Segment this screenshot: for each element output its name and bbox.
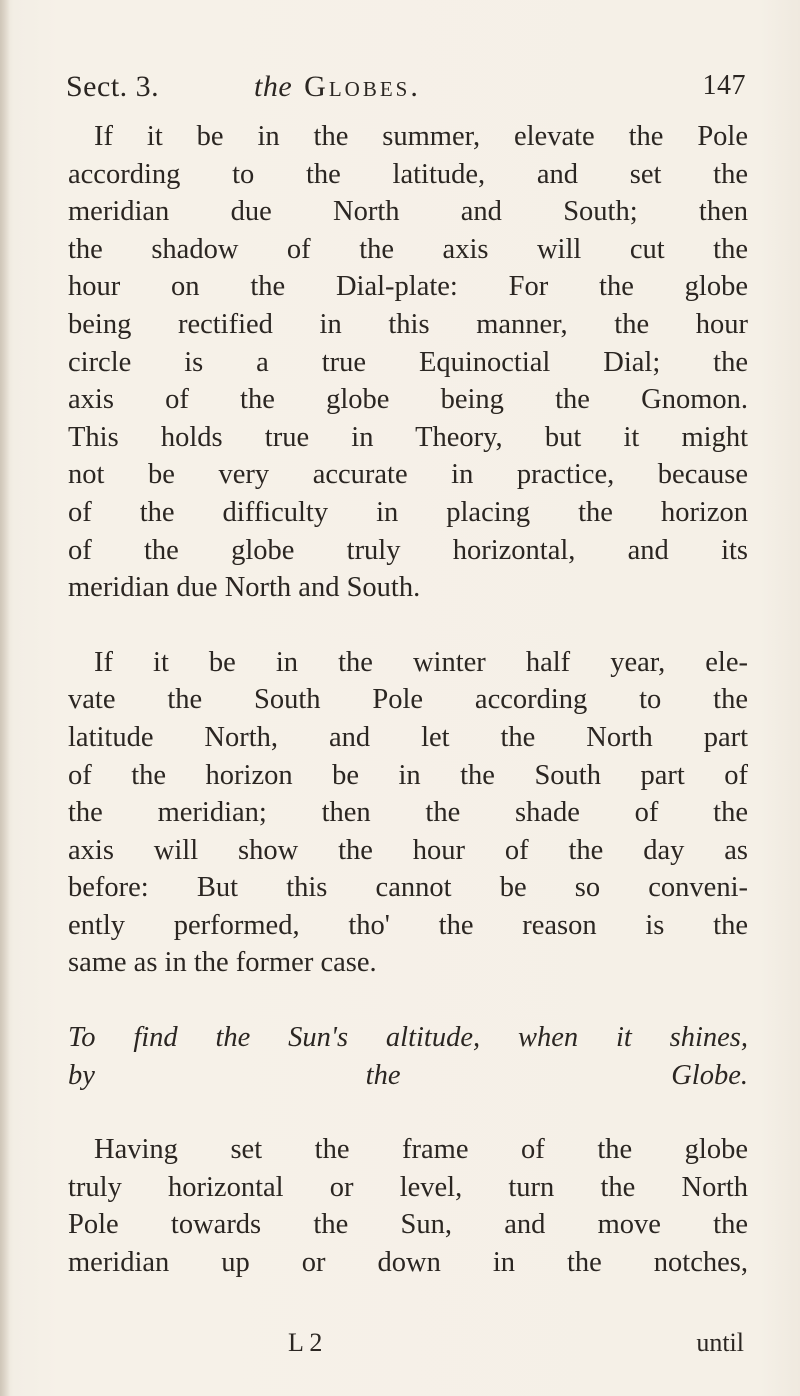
running-title-article: the [254, 70, 293, 103]
text-line: axis of the globe being the Gnomon. [68, 384, 748, 416]
running-title-word: Globes. [304, 70, 421, 103]
text-line: of the horizon be in the South part of [68, 759, 748, 791]
text-line: the shadow of the axis will cut the [68, 233, 748, 265]
text-line: meridian up or down in the notches, [68, 1247, 748, 1279]
signature-mark: L 2 [288, 1328, 323, 1357]
text-line: meridian due North and South. [68, 572, 421, 604]
paragraph-gap [68, 607, 748, 644]
page-number: 147 [702, 70, 746, 101]
text-line: This holds true in Theory, but it might [68, 421, 748, 453]
text-line: meridian due North and South; then [68, 196, 748, 228]
catchword: until [696, 1328, 744, 1357]
paragraph-gap [68, 982, 748, 1019]
text-line: circle is a true Equinoctial Dial; the [68, 346, 748, 378]
page-body [68, 118, 748, 1282]
text-line: being rectified in this manner, the hour [68, 308, 748, 340]
text-line: same as in the former case. [68, 947, 377, 979]
text-line: truly horizontal or level, turn the North [68, 1171, 748, 1203]
text-line: latitude North, and let the North part [68, 721, 748, 753]
heading-line: by the Globe. [68, 1059, 748, 1091]
text-line: If it be in the winter half year, ele- [94, 646, 748, 678]
running-title [254, 70, 421, 104]
section-label: Sect. 3. [66, 70, 160, 103]
text-line: ently performed, tho' the reason is the [68, 909, 748, 941]
text-line: according to the latitude, and set the [68, 158, 748, 190]
text-line: If it be in the summer, elevate the Pole [94, 121, 748, 152]
text-line: before: But this cannot be so conveni- [68, 872, 748, 904]
running-head [66, 70, 746, 110]
text-line: vate the South Pole according to the [68, 684, 748, 716]
text-line: Having set the frame of the globe [94, 1134, 748, 1166]
paragraph-altitude [68, 1131, 748, 1281]
paragraph-winter [68, 644, 748, 982]
text-line: of the globe truly horizontal, and its [68, 534, 748, 566]
text-line: the meridian; then the shade of the [68, 797, 748, 829]
text-line: of the difficulty in placing the horizon [68, 496, 748, 528]
heading-line: To find the Sun's altitude, when it shines, [68, 1022, 748, 1054]
paragraph-summer [68, 118, 748, 607]
text-line: Pole towards the Sun, and move the [68, 1209, 748, 1241]
binding-shadow [0, 0, 10, 1396]
text-line: axis will show the hour of the day as [68, 834, 748, 866]
section-heading [68, 1019, 748, 1094]
text-line: not be very accurate in practice, because [68, 459, 748, 491]
text-line: hour on the Dial-plate: For the globe [68, 271, 748, 303]
paragraph-gap [68, 1094, 748, 1131]
